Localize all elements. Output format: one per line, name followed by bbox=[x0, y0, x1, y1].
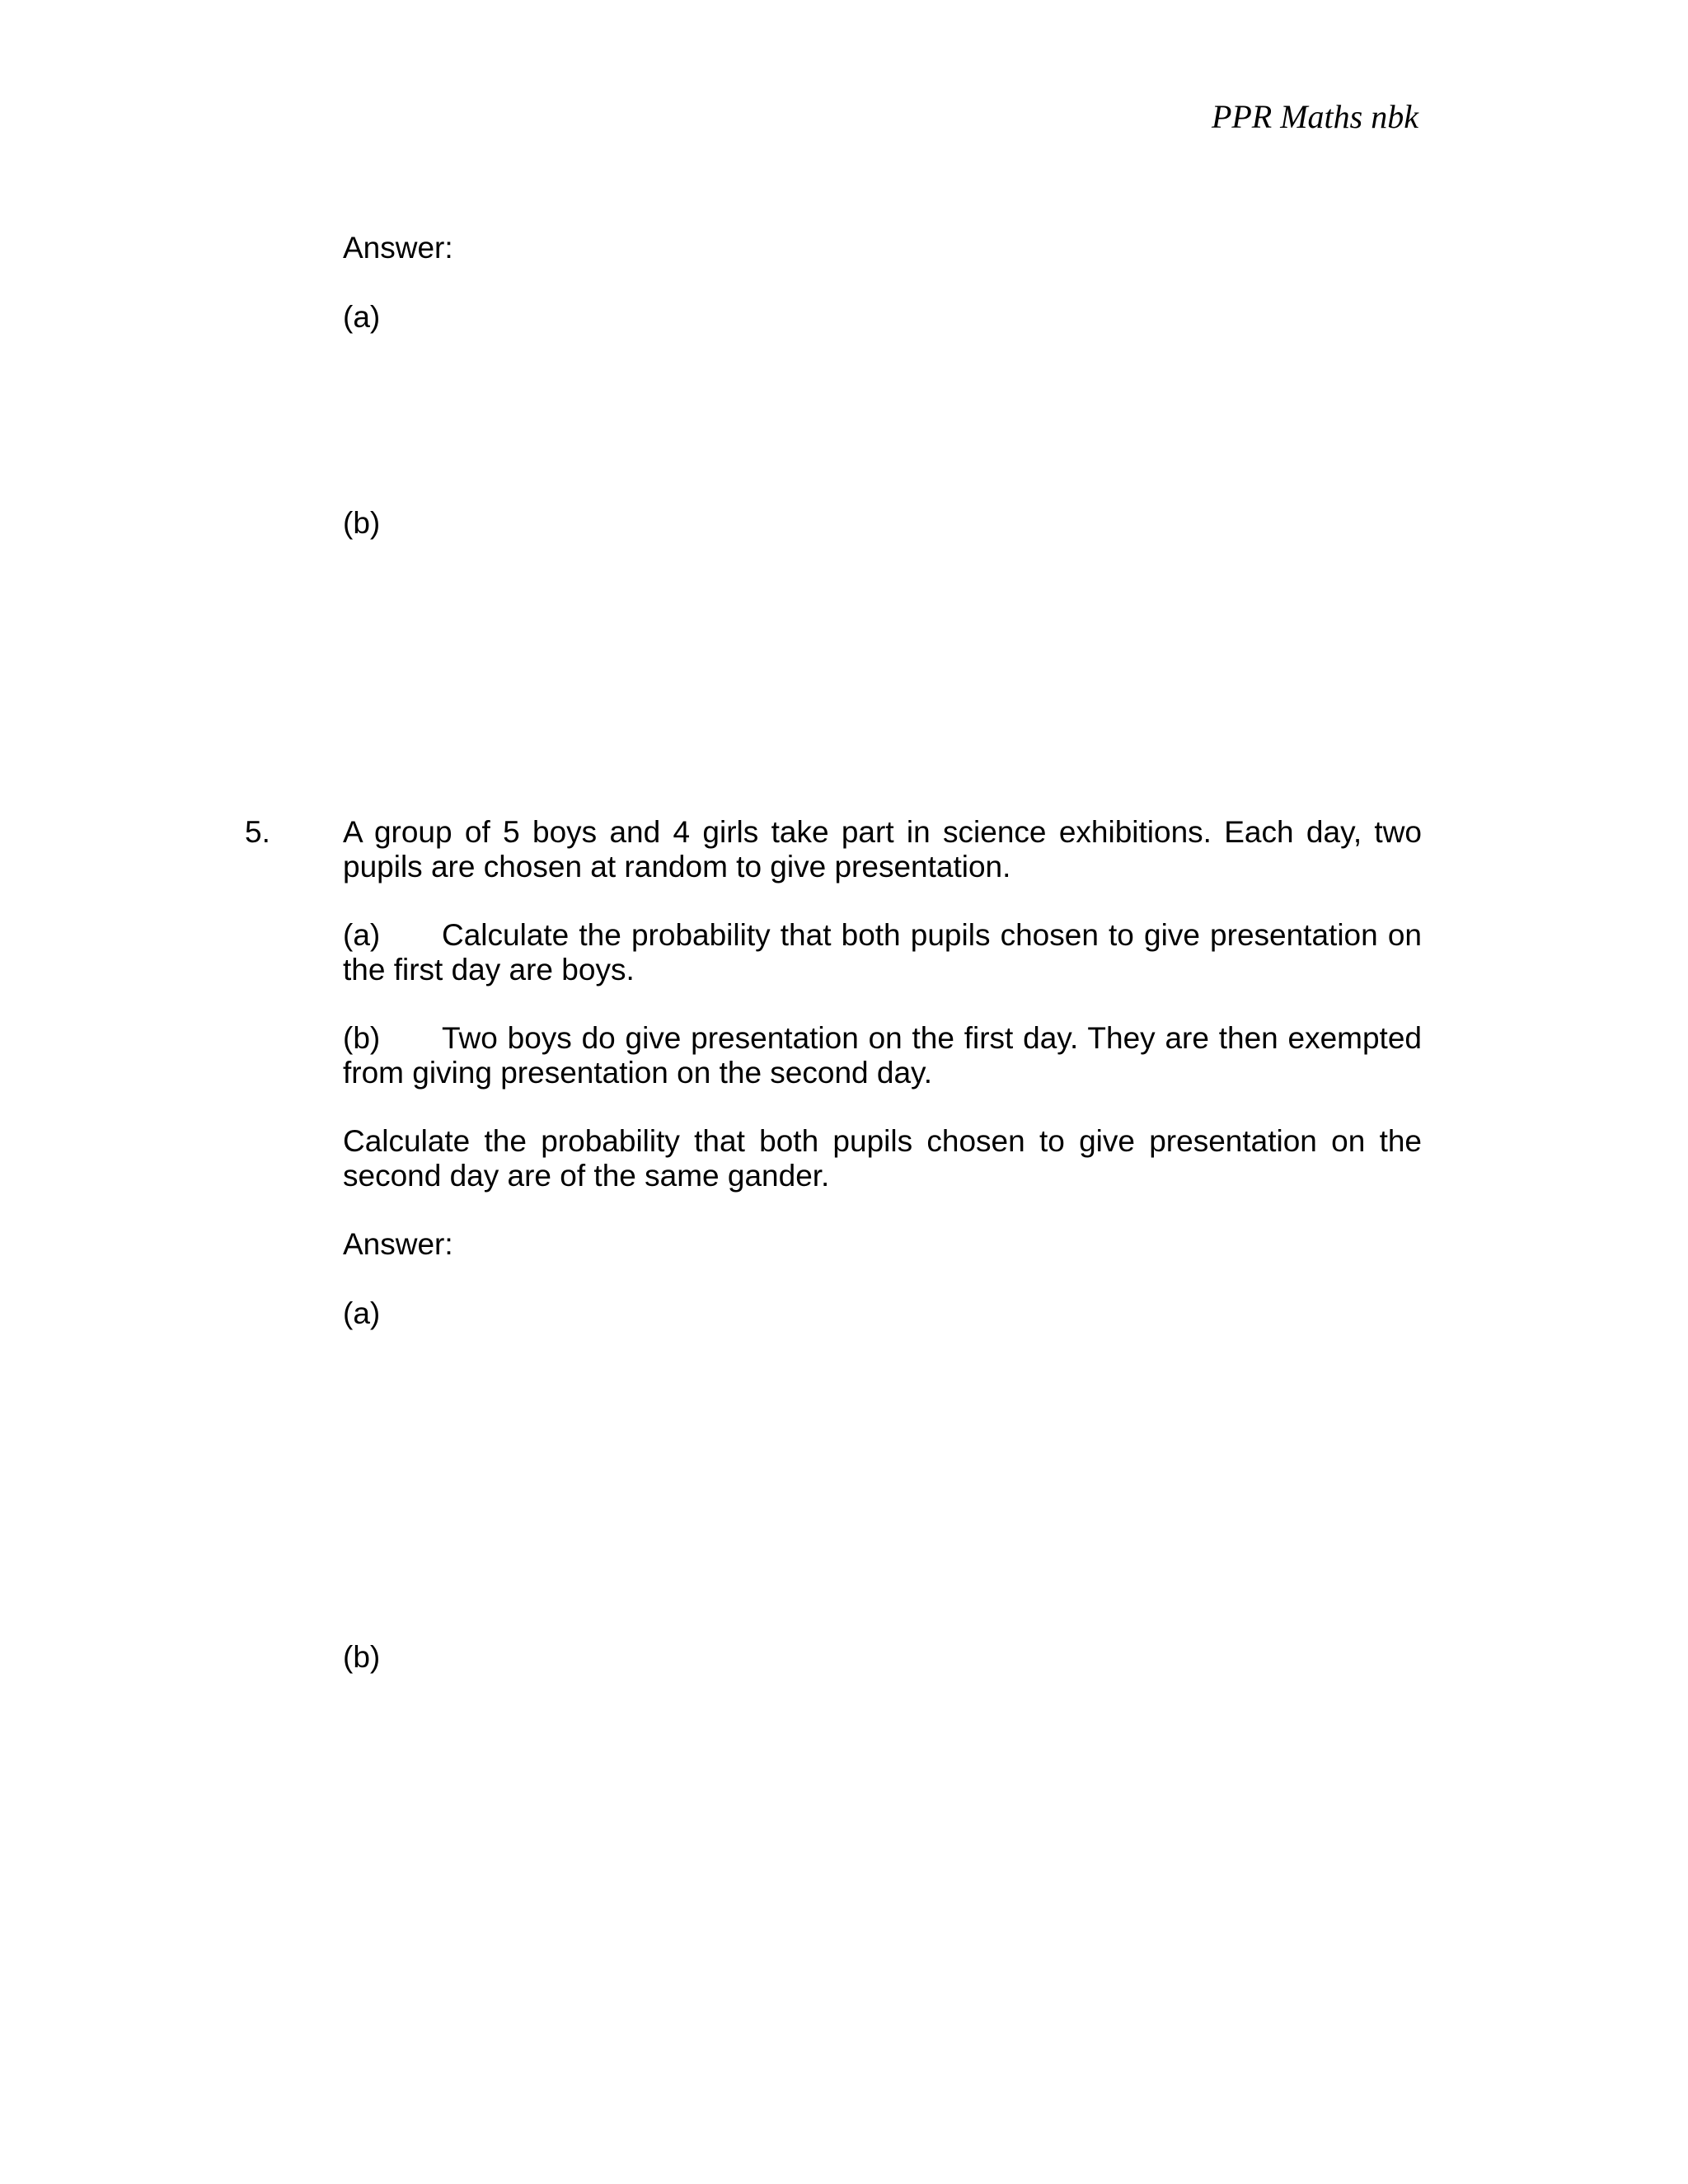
answer-label: Answer: bbox=[343, 231, 453, 265]
question-part-b bbox=[343, 1021, 1422, 1090]
answer-part-a-label: (a) bbox=[343, 300, 381, 334]
question-part-a-label: (a) bbox=[343, 918, 381, 952]
running-header: PPR Maths nbk bbox=[1211, 98, 1418, 135]
question-answer-label: Answer: bbox=[343, 1227, 453, 1261]
question-part-a bbox=[343, 918, 1422, 987]
question-part-b-followup: Calculate the probability that both pupils chosen to give presentation on the second day are of the same gander. bbox=[343, 1124, 1422, 1193]
question-number: 5. bbox=[245, 815, 270, 849]
question-part-a-text: Calculate the probability that both pupils chosen to give presentation on the first day are boys. bbox=[343, 918, 1422, 987]
question-answer-part-b-label: (b) bbox=[343, 1640, 381, 1674]
question-stem: A group of 5 boys and 4 girls take part in science exhibitions. Each day, two pupils are chosen at random to give presentation. bbox=[343, 815, 1422, 883]
question-part-b-label: (b) bbox=[343, 1021, 381, 1055]
answer-part-b-label: (b) bbox=[343, 506, 381, 540]
question-part-b-text: Two boys do give presentation on the first day. They are then exempted from giving presentation on the second day. bbox=[343, 1021, 1422, 1090]
question-answer-part-a-label: (a) bbox=[343, 1296, 381, 1330]
